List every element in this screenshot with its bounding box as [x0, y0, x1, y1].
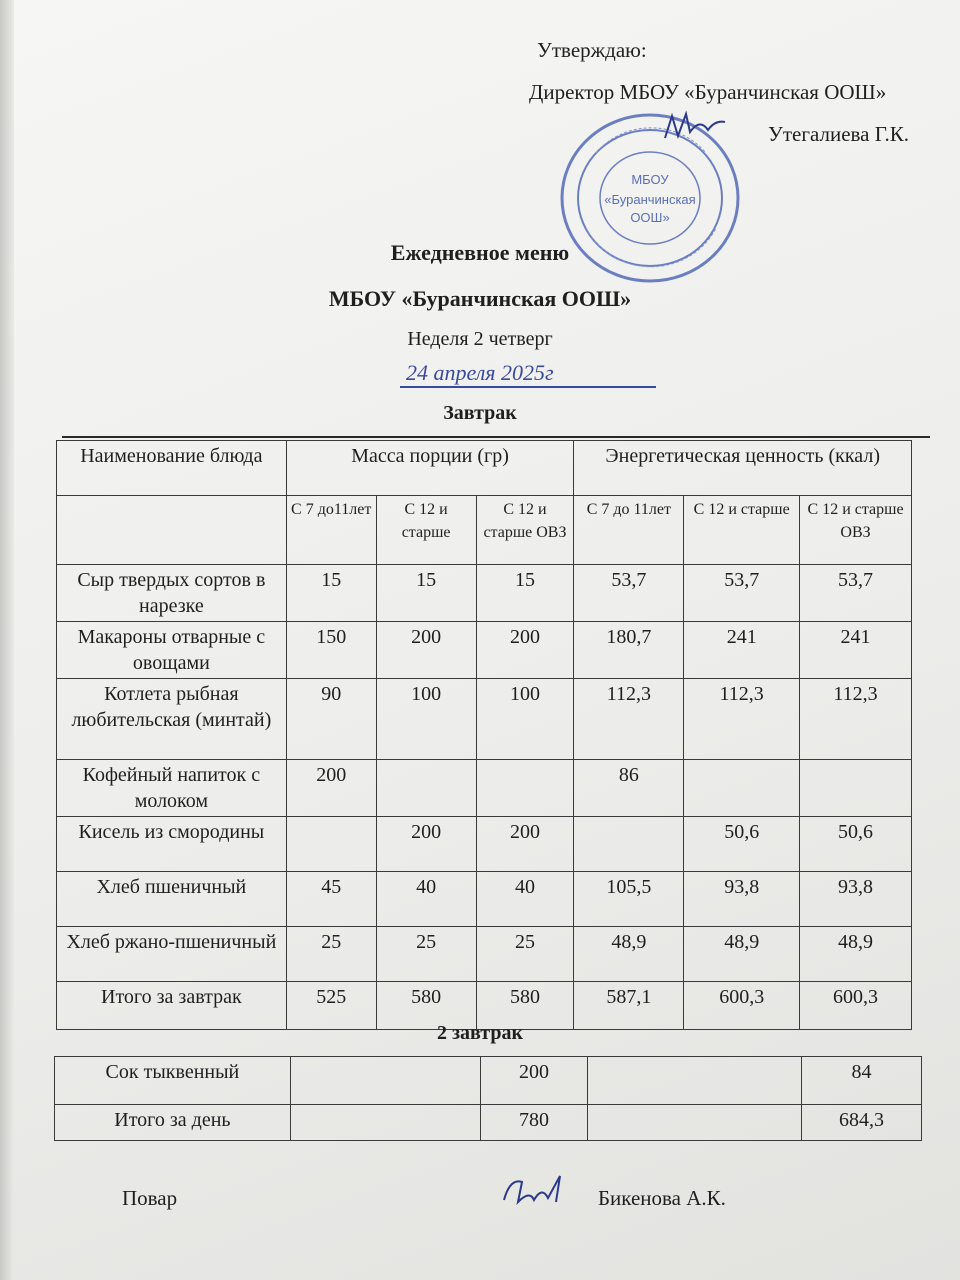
mass-7-11: 90: [286, 679, 376, 760]
subheader-empty: [57, 496, 287, 565]
table-row: [55, 1057, 922, 1105]
breakfast-table: [56, 440, 912, 1030]
header-energy: Энергетическая ценность (ккал): [574, 441, 912, 496]
director-signature: [660, 108, 730, 148]
table-top-line: [62, 436, 930, 438]
dish-name: Хлеб ржано-пшеничный: [57, 927, 287, 982]
energy-7-11: 53,7: [574, 565, 684, 622]
energy-12-ovz: 48,9: [800, 927, 912, 982]
dish-name: Котлета рыбная любительская (минтай): [57, 679, 287, 760]
energy-12: [684, 760, 800, 817]
table-row: [57, 872, 912, 927]
energy-value: 84: [802, 1057, 922, 1105]
mass-12: 15: [376, 565, 476, 622]
cell-empty: [290, 1105, 480, 1141]
energy-12: 112,3: [684, 679, 800, 760]
dish-name: Макароны отварные с овощами: [57, 622, 287, 679]
subheader-cell: С 12 и старше ОВЗ: [800, 496, 912, 565]
svg-text:«Буранчинская: «Буранчинская: [604, 192, 696, 207]
table-row: [57, 927, 912, 982]
cell-empty: [588, 1105, 802, 1141]
subheader-cell: С 12 и старше: [376, 496, 476, 565]
total-label: Итого за день: [55, 1105, 291, 1141]
mass-7-11: 150: [286, 622, 376, 679]
week-label: Неделя 2 четверг: [407, 328, 553, 350]
approval-line2: Директор МБОУ «Буранчинская ООШ»: [529, 80, 887, 104]
energy-12-ovz: 600,3: [800, 982, 912, 1030]
mass-value: 780: [480, 1105, 588, 1141]
table-row: [57, 817, 912, 872]
dish-name: Хлеб пшеничный: [57, 872, 287, 927]
energy-12: 48,9: [684, 927, 800, 982]
svg-text:МБОУ: МБОУ: [631, 172, 669, 187]
subheader-cell: С 7 до11лет: [286, 496, 376, 565]
mass-12-ovz: 200: [476, 622, 574, 679]
mass-12: 100: [376, 679, 476, 760]
menu-date: 24 апреля 2025г: [400, 360, 656, 388]
energy-7-11: 86: [574, 760, 684, 817]
energy-12-ovz: 50,6: [800, 817, 912, 872]
cook-signature: [500, 1172, 580, 1212]
mass-12-ovz: 25: [476, 927, 574, 982]
dish-name: Кисель из смородины: [57, 817, 287, 872]
energy-12-ovz: 93,8: [800, 872, 912, 927]
mass-7-11: [286, 817, 376, 872]
mass-12-ovz: 15: [476, 565, 574, 622]
table-row: [57, 565, 912, 622]
mass-12-ovz: 580: [476, 982, 574, 1030]
paper-edge: [0, 0, 14, 1280]
mass-12: 200: [376, 817, 476, 872]
energy-7-11: 105,5: [574, 872, 684, 927]
mass-12: 40: [376, 872, 476, 927]
energy-7-11: 48,9: [574, 927, 684, 982]
section-second-breakfast: 2 завтрак: [436, 1022, 524, 1044]
mass-12-ovz: 200: [476, 817, 574, 872]
energy-7-11: 587,1: [574, 982, 684, 1030]
energy-12-ovz: 53,7: [800, 565, 912, 622]
energy-12: 241: [684, 622, 800, 679]
school-title: МБОУ «Буранчинская ООШ»: [328, 286, 632, 311]
energy-12: 93,8: [684, 872, 800, 927]
table-header-row: [57, 441, 912, 496]
energy-12-ovz: [800, 760, 912, 817]
mass-7-11: 45: [286, 872, 376, 927]
table-subheader-row: [57, 496, 912, 565]
header-name: Наименование блюда: [57, 441, 287, 496]
energy-7-11: 180,7: [574, 622, 684, 679]
energy-12: 53,7: [684, 565, 800, 622]
cell-empty: [290, 1057, 480, 1105]
cook-name: Бикенова А.К.: [598, 1186, 726, 1210]
mass-12: [376, 760, 476, 817]
table-row: [57, 760, 912, 817]
energy-12-ovz: 112,3: [800, 679, 912, 760]
energy-7-11: 112,3: [574, 679, 684, 760]
table-row: [57, 622, 912, 679]
subheader-cell: С 12 и старше: [684, 496, 800, 565]
mass-12: 200: [376, 622, 476, 679]
mass-value: 200: [480, 1057, 588, 1105]
approval-line1: Утверждаю:: [537, 38, 647, 62]
table-row: [57, 679, 912, 760]
section-breakfast: Завтрак: [443, 402, 517, 424]
mass-12: 580: [376, 982, 476, 1030]
cook-role: Повар: [122, 1186, 178, 1210]
dish-name: Кофейный напиток с молоком: [57, 760, 287, 817]
mass-7-11: 25: [286, 927, 376, 982]
mass-12-ovz: 100: [476, 679, 574, 760]
subheader-cell: С 12 и старше ОВЗ: [476, 496, 574, 565]
energy-value: 684,3: [802, 1105, 922, 1141]
subheader-cell: С 7 до 11лет: [574, 496, 684, 565]
energy-12: 50,6: [684, 817, 800, 872]
energy-12: 600,3: [684, 982, 800, 1030]
header-mass: Массa порции (гр): [286, 441, 574, 496]
svg-text:ООШ»: ООШ»: [630, 210, 670, 225]
cell-empty: [588, 1057, 802, 1105]
mass-7-11: 15: [286, 565, 376, 622]
mass-7-11: 200: [286, 760, 376, 817]
mass-12: 25: [376, 927, 476, 982]
doc-title: Ежедневное меню: [390, 240, 570, 265]
energy-7-11: [574, 817, 684, 872]
energy-12-ovz: 241: [800, 622, 912, 679]
total-row: [55, 1105, 922, 1141]
mass-12-ovz: 40: [476, 872, 574, 927]
dish-name: Сыр твердых сортов в нарезке: [57, 565, 287, 622]
total-label: Итого за завтрак: [57, 982, 287, 1030]
second-breakfast-table: [54, 1056, 922, 1141]
dish-name: Сок тыквенный: [55, 1057, 291, 1105]
mass-12-ovz: [476, 760, 574, 817]
mass-7-11: 525: [286, 982, 376, 1030]
approval-line3: Утегалиева Г.К.: [768, 122, 910, 146]
